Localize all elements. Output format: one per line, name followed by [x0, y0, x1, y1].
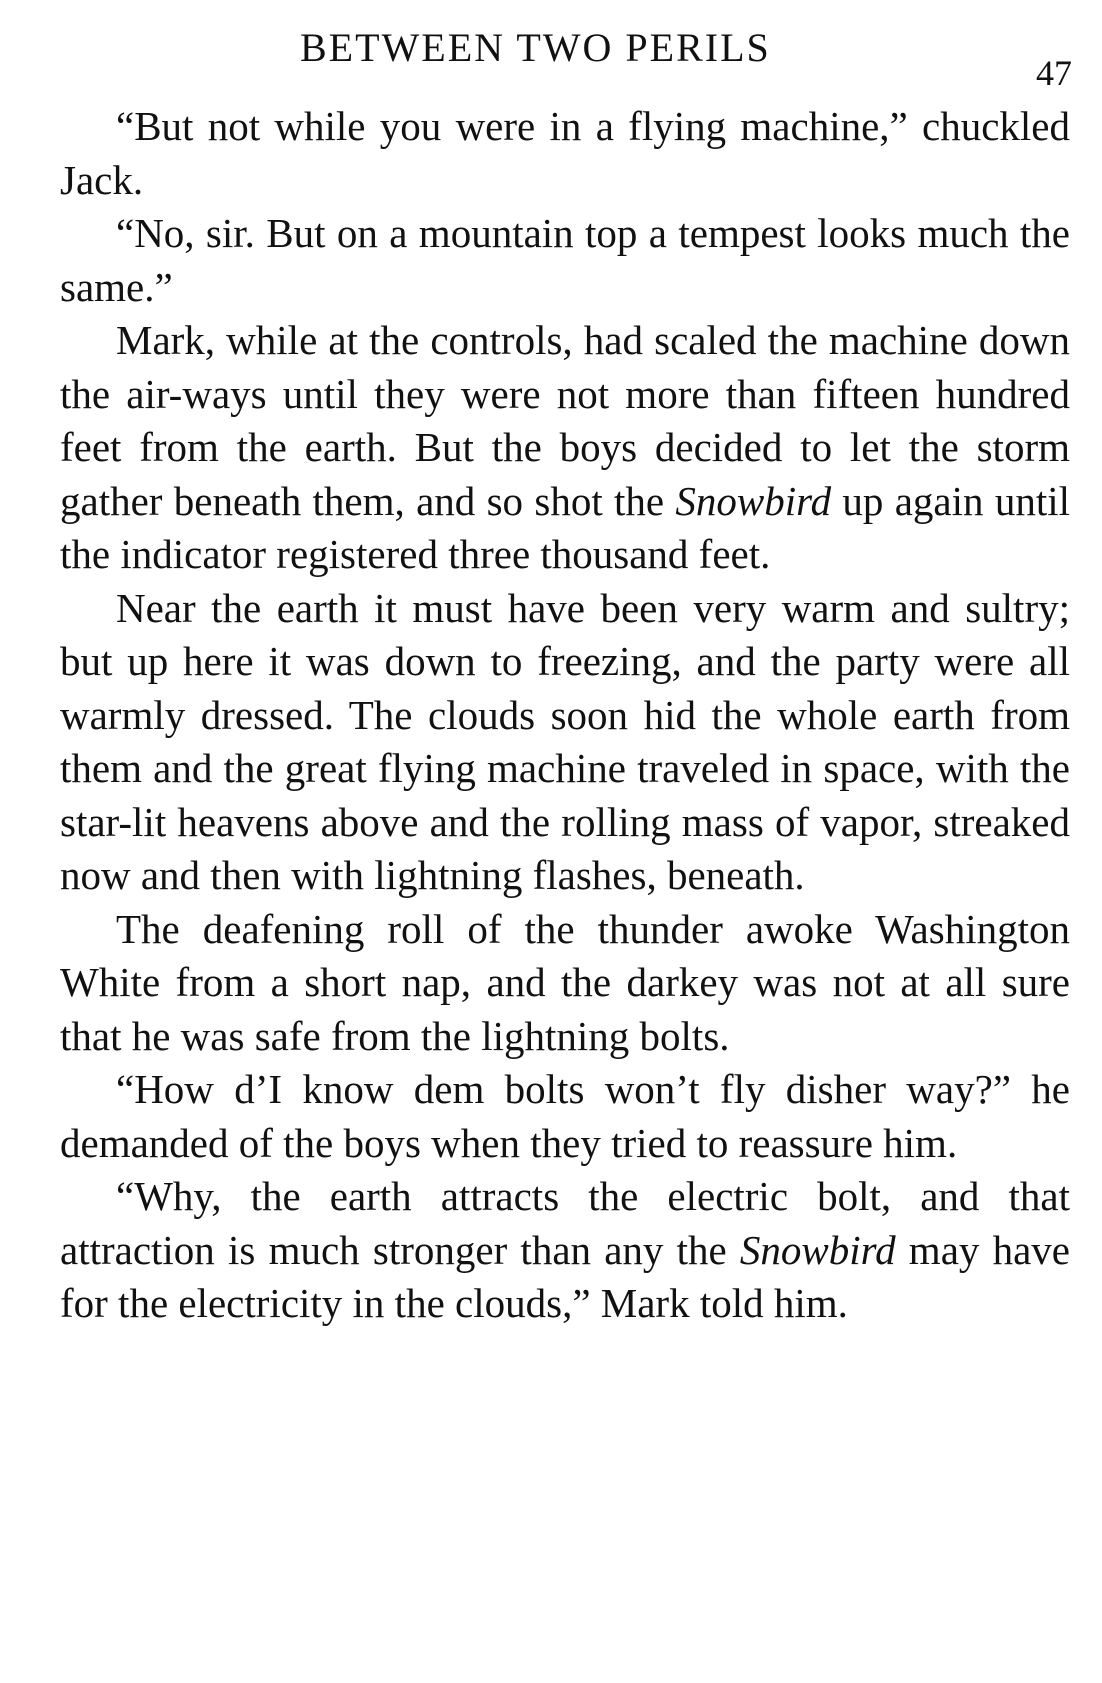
paragraph: [60, 207, 1070, 314]
paragraph-text: “Why, the earth attracts the electric bolt, and that attraction is much stronger than any the: [60, 1173, 1070, 1273]
running-head: BETWEEN TWO PERILS: [300, 25, 771, 70]
paragraph-text-continued: may have for the electricity in the clouds,” Mark told him.: [60, 1226, 1070, 1326]
ship-name: Snowbird: [675, 477, 832, 524]
paragraph-text: “But not while you were in a flying machine,” chuckled Jack.: [60, 103, 1070, 203]
paragraph: [60, 100, 1070, 207]
paragraph: [60, 1170, 1070, 1331]
paragraph-text-continued: up again until the indicator registered three thousand feet.: [60, 477, 1070, 577]
paragraph-text: Mark, while at the controls, had scaled the machine down the air-ways until they were not more than fifteen hundred feet from the earth. But the boys decided to let the storm gather beneath them, and so shot the: [60, 317, 1070, 524]
page-number: 47: [1036, 53, 1072, 93]
paragraph-text: “No, sir. But on a mountain top a tempest looks much the same.”: [60, 210, 1070, 310]
body-text: [60, 100, 1070, 1331]
paragraph: [60, 314, 1070, 582]
paragraph-text: Near the earth it must have been very warm and sultry; but up here it was down to freezing, and the party were all warmly dressed. The clouds soon hid the whole earth from them and the great flying machine traveled in space, with the star-lit heavens above and the rolling mass of vapor, streaked now and then with lightning flashes, beneath.: [60, 584, 1070, 898]
paragraph-text: The deafening roll of the thunder awoke Washington White from a short nap, and the darkey was not at all sure that he was safe from the lightning bolts.: [60, 905, 1070, 1059]
paragraph-text: “How d’I know dem bolts won’t fly disher way?” he demanded of the boys when they tried to reassure him.: [60, 1066, 1070, 1166]
paragraph: [60, 903, 1070, 1064]
ship-name: Snowbird: [739, 1226, 896, 1273]
paragraph: [60, 582, 1070, 903]
paragraph: [60, 1063, 1070, 1170]
